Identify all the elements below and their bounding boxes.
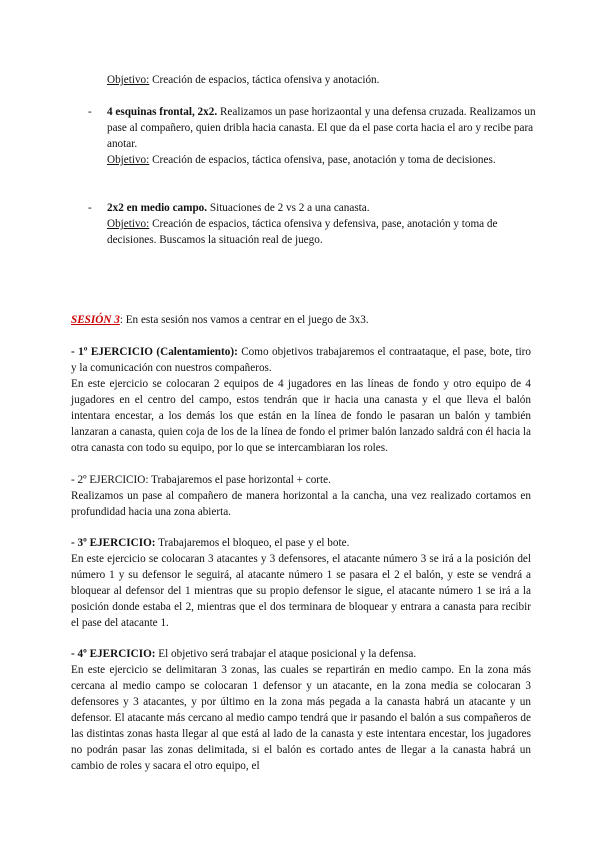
exercise-block <box>71 344 531 456</box>
bullet-dash: - <box>88 202 92 214</box>
session-heading <box>71 312 531 328</box>
drill-item <box>107 104 537 168</box>
session-intro: : En esta sesión nos vamos a centrar en el juego de 3x3. <box>119 314 369 326</box>
exercise-title: - 3º EJERCICIO: <box>71 537 156 549</box>
exercise-title: - 2º EJERCICIO: <box>71 474 149 486</box>
exercise-body: En este ejercicio se colocaran 2 equipos de 4 jugadores en las líneas de fondo y otro equipo de 4 jugadores en el centro del campo, estos tendrán que ir hacia una canasta y el que lleva el balón intentara encestar, a los demás los que están en la línea de fondo le pasaran un balón y también lanzaran a canasta, quien coja de los de la línea de fondo el primer balón lanzado saldrá con él hacia la otra canasta con todo su equipo, por lo que se intercambiaran los roles. <box>71 378 531 454</box>
objective-text: Creación de espacios, táctica ofensiva y anotación. <box>149 74 380 86</box>
exercise-body: En este ejercicio se colocaran 3 atacantes y 3 defensores, el atacante número 3 se irá a la posición del número 1 y su defensor le seguirá, al atacante número 1 se pasara el 2 el balón, y este se vendrá a bloquear al defensor del 1 mientras que su propio defensor le sigue, el atacante número 1 se irá a la posición donde estaba el 2, mientras que el dos terminara de bloquear y entrara a canasta para recibir el pase del atacante 1. <box>71 553 531 629</box>
exercise-block <box>71 472 531 520</box>
exercise-body: En este ejercicio se delimitaran 3 zonas, las cuales se repartirán en medio campo. En la zona más cercana al medio campo se colocaran 1 defensor y un atacante, en la zona media se colocaran 3 defensores y 3 atacantes, y por último en la zona más pegada a la canasta habrá un atacante y un defensor. El atacante más cercano al medio campo tendrá que ir pasando el balón a sus compañeros de las distintas zonas hasta llegar al que está al lado de la canasta y este intentara encestar, los jugadores no podrán pasar las zonas delimitada, si el balón es cortado antes de llegar a la canasta habrá un cambio de roles y sacara el otro equipo, el <box>71 664 531 772</box>
objective-text: Creación de espacios, táctica ofensiva, pase, anotación y toma de decisiones. <box>149 154 496 166</box>
session-label: SESIÓN 3 <box>71 314 120 326</box>
objective-text: Creación de espacios, táctica ofensiva y defensiva, pase, anotación y toma de decisiones. Buscamos la situación real de juego. <box>107 218 498 246</box>
drill-objective <box>107 216 537 248</box>
drill-title: 4 esquinas frontal, 2x2. <box>107 106 218 118</box>
top-objective <box>107 72 527 88</box>
exercise-intro: Trabajaremos el pase horizontal + corte. <box>148 474 331 486</box>
exercise-body: Realizamos un pase al compañero de manera horizontal a la cancha, una vez realizado cortamos en profundidad hacia una zona abierta. <box>71 490 531 518</box>
exercise-intro: Como objetivos trabajaremos el contraataque, el pase, bote, tiro y la comunicación con nuestros compañeros. <box>71 346 531 374</box>
objective-label: Objetivo: <box>107 74 150 86</box>
exercise-block <box>71 646 531 774</box>
exercise-title: - 1º EJERCICIO (Calentamiento): <box>71 346 238 358</box>
exercise-intro: Trabajaremos el bloqueo, el pase y el bote. <box>155 537 350 549</box>
objective-label: Objetivo: <box>107 154 150 166</box>
objective-label: Objetivo: <box>107 218 150 230</box>
drill-title: 2x2 en medio campo. <box>107 202 208 214</box>
drill-objective <box>107 152 537 168</box>
drill-item <box>107 200 537 248</box>
drill-description: Situaciones de 2 vs 2 a una canasta. <box>207 202 370 214</box>
exercise-block <box>71 535 531 631</box>
bullet-dash: - <box>88 106 92 118</box>
exercise-title: - 4º EJERCICIO: <box>71 648 156 660</box>
exercise-intro: El objetivo será trabajar el ataque posicional y la defensa. <box>155 648 417 660</box>
drill-description: Realizamos un pase horizaontal y una defensa cruzada. Realizamos un pase al compañero, quien dribla hacia canasta. El que da el pase corta hacia el aro y recibe para anotar. <box>107 106 536 150</box>
